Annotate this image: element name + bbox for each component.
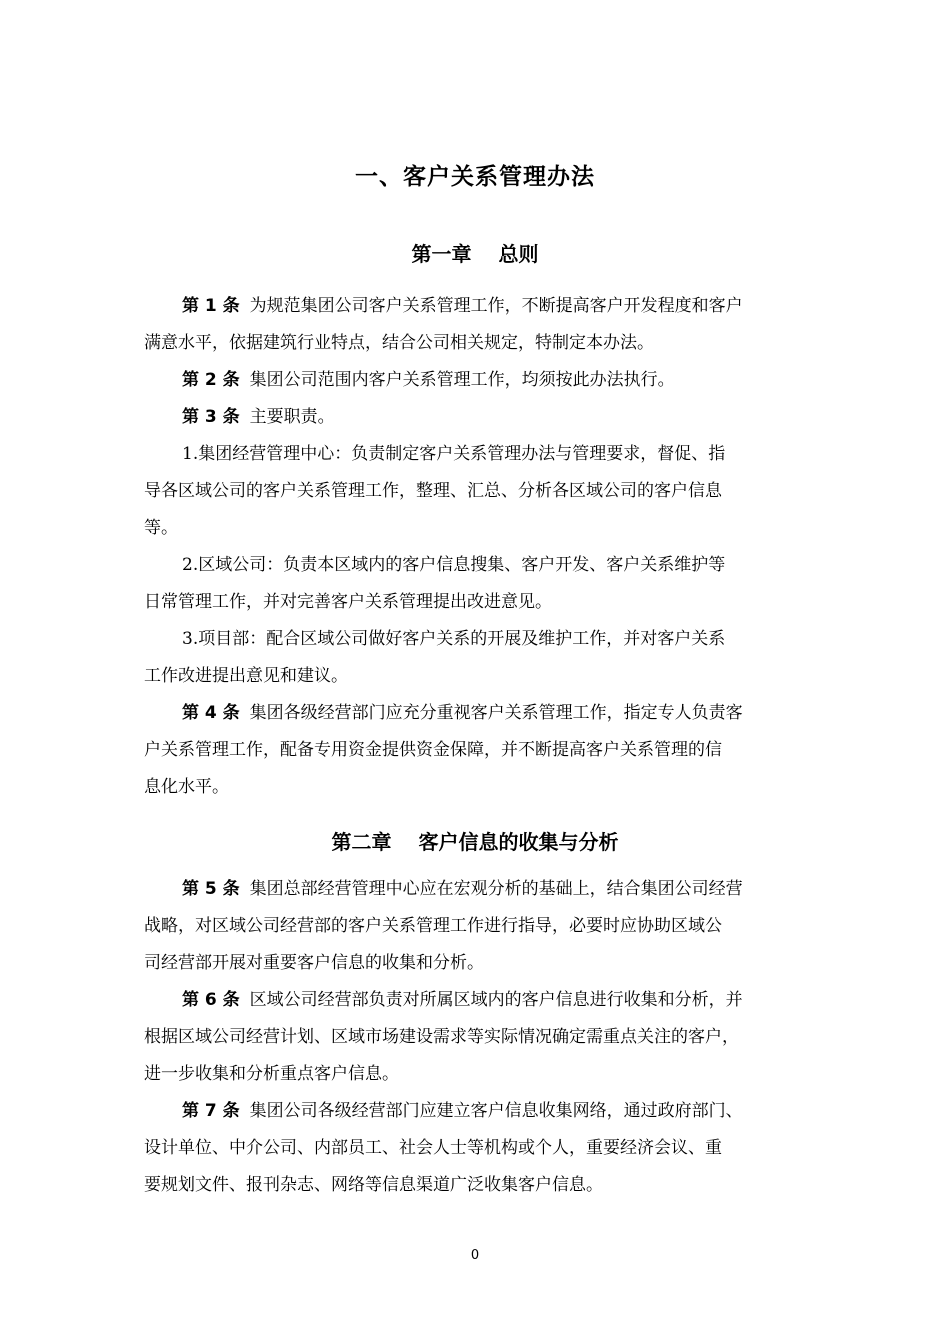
duty-2-line-1: 2.区域公司：负责本区域内的客户信息搜集、客户开发、客户关系维护等 <box>182 555 726 575</box>
duty-3-line-2: 工作改进提出意见和建议。 <box>144 666 348 686</box>
page-number: 0 <box>470 1248 480 1263</box>
article-5-line-1: 第 5 条 集团总部经营管理中心应在宏观分析的基础上，结合集团公司经营 <box>182 879 743 899</box>
article-1-line-1: 第 1 条 为规范集团公司客户关系管理工作，不断提高客户开发程度和客户 <box>182 296 743 316</box>
chapter-2-heading: 第二章 客户信息的收集与分析 <box>331 830 619 854</box>
article-5-line-2: 战略，对区域公司经营部的客户关系管理工作进行指导，必要时应协助区域公 <box>144 916 722 936</box>
article-7-label: 第 7 条 <box>182 1101 240 1121</box>
duty-1-line-3: 等。 <box>144 518 178 538</box>
article-4-line-1: 第 4 条 集团各级经营部门应充分重视客户关系管理工作，指定专人负责客 <box>182 703 743 723</box>
article-6-line-2: 根据区域公司经营计划、区域市场建设需求等实际情况确定需重点关注的客户， <box>144 1027 739 1047</box>
article-6-line-1: 第 6 条 区域公司经营部负责对所属区域内的客户信息进行收集和分析，并 <box>182 990 743 1010</box>
article-7-line-3: 要规划文件、报刊杂志、网络等信息渠道广泛收集客户信息。 <box>144 1175 603 1195</box>
duty-3-line-1: 3.项目部：配合区域公司做好客户关系的开展及维护工作，并对客户关系 <box>182 629 726 649</box>
article-7-line-1: 第 7 条 集团公司各级经营部门应建立客户信息收集网络，通过政府部门、 <box>182 1101 743 1121</box>
document-title: 一、客户关系管理办法 <box>355 164 595 190</box>
chapter-1-body <box>144 288 812 806</box>
article-3-line-1: 第 3 条 主要职责。 <box>182 407 335 427</box>
chapter-2-body <box>144 871 812 1204</box>
article-5-line-3: 司经营部开展对重要客户信息的收集和分析。 <box>144 953 484 973</box>
article-4-line-3: 息化水平。 <box>144 777 229 797</box>
article-5-label: 第 5 条 <box>182 879 240 899</box>
chapter-1-heading: 第一章 总则 <box>411 242 539 266</box>
article-2-line-1: 第 2 条 集团公司范围内客户关系管理工作，均须按此办法执行。 <box>182 370 675 390</box>
article-6-label: 第 6 条 <box>182 990 240 1010</box>
duty-2-line-2: 日常管理工作，并对完善客户关系管理提出改进意见。 <box>144 592 552 612</box>
article-1-label: 第 1 条 <box>182 296 240 316</box>
duty-1-line-2: 导各区域公司的客户关系管理工作，整理、汇总、分析各区域公司的客户信息 <box>144 481 722 501</box>
article-1-line-2: 满意水平，依据建筑行业特点，结合公司相关规定，特制定本办法。 <box>144 333 654 353</box>
duty-1-line-1: 1.集团经营管理中心：负责制定客户关系管理办法与管理要求，督促、指 <box>182 444 726 464</box>
article-7-line-2: 设计单位、中介公司、内部员工、社会人士等机构或个人，重要经济会议、重 <box>144 1138 722 1158</box>
article-4-label: 第 4 条 <box>182 703 240 723</box>
article-6-line-3: 进一步收集和分析重点客户信息。 <box>144 1064 399 1084</box>
article-3-label: 第 3 条 <box>182 407 240 427</box>
article-4-line-2: 户关系管理工作，配备专用资金提供资金保障，并不断提高客户关系管理的信 <box>144 740 722 760</box>
article-2-label: 第 2 条 <box>182 370 240 390</box>
